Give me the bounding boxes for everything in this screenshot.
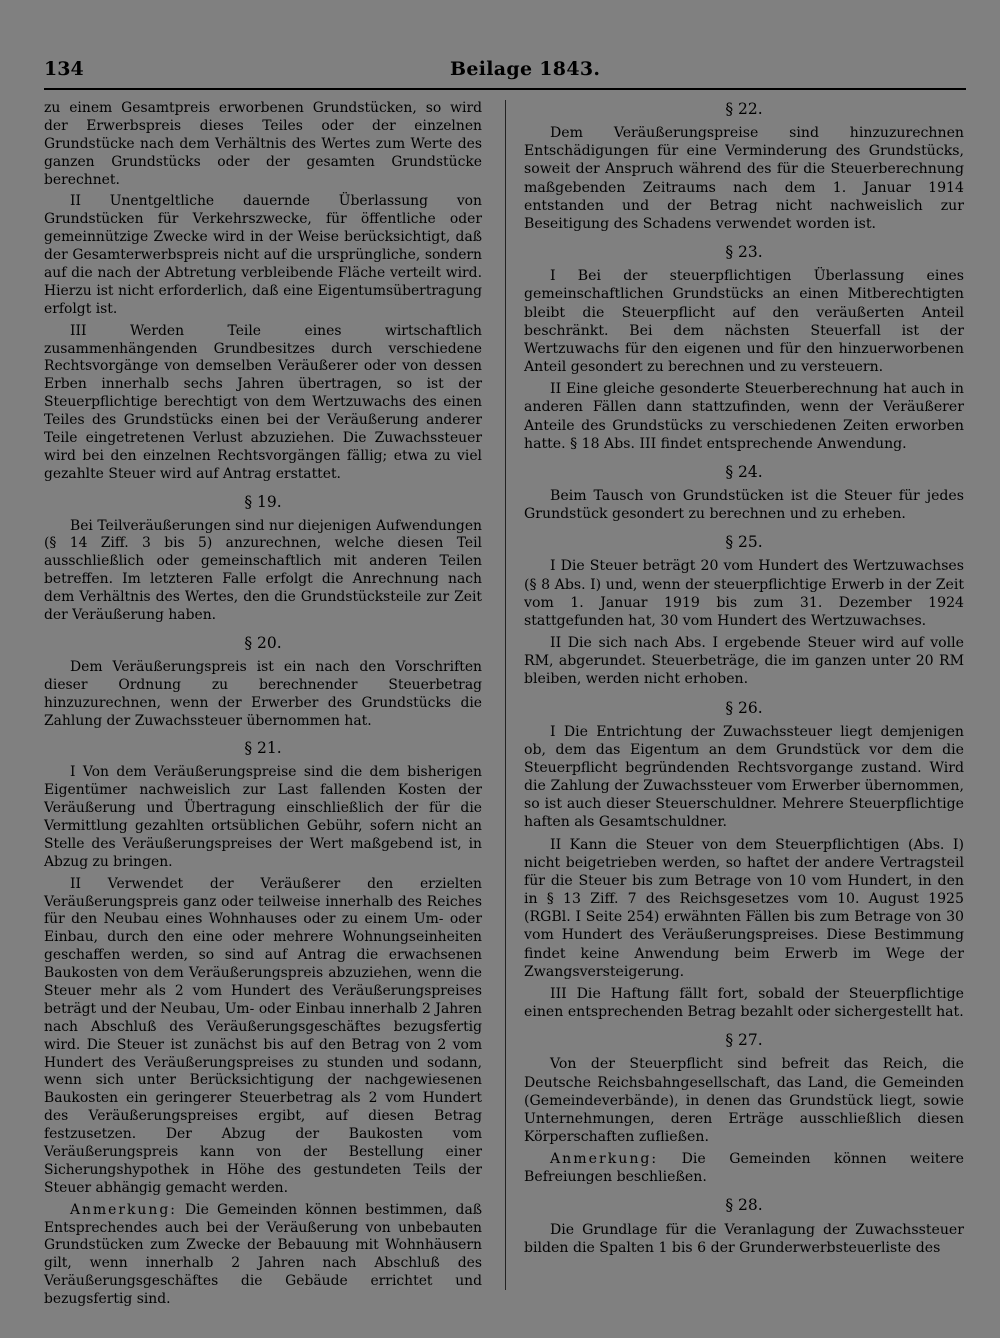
note-text: Die Gemeinden können weitere Befreiungen beschließen. [524, 1151, 964, 1186]
section-heading: § 25. [725, 533, 763, 552]
section-heading: § 23. [725, 243, 763, 262]
paragraph: I Die Entrichtung der Zuwachssteuer liegt demjenigen ob, dem das Eigentum an dem Grundstück vor dem die Steuerpflicht begründenden Rechtsvorgange zustand. Wird die Zahlung der Zuwachssteuer vom Erwerber übernommen, so ist auch dieser Steuerschuldner. Mehrere Steuerpflichtige haften als Gesamtschuldner. [524, 723, 964, 831]
section-heading: § 26. [725, 698, 763, 717]
paragraph: II Verwendet der Veräußerer den erzielten Veräußerungspreis ganz oder teilweise innerhalb des Reiches für den Neubau eines Wohnhauses oder zu einem Um- oder Einbau, durch den eine oder mehrere Wohnungseinheiten geschaffen werden, so sind auf Antrag die erwachsenen Baukosten von dem Veräußerungspreis abzuziehen, wenn die Steuer mehr als 2 vom Hundert des Veräußerungspreises beträgt und der Neubau, Um- oder Einbau innerhalb 2 Jahren nach Abschluß des Veräußerungsgeschäftes bezugsfertig wird. Die Steuer ist zunächst bis auf den Betrag von 2 vom Hundert des Veräußerungspreises zu stunden und sodann, wenn sich unter Berücksichtigung der nachgewiesenen Baukosten ein geringerer Steuerbetrag als 2 vom Hundert des Veräußerungspreises ergibt, auf diesen Betrag festzusetzen. Der Abzug der Baukosten vom Veräußerungspreis kann von der Bestellung einer Sicherungshypothek in Höhe des gestundeten Teils der Steuer abhängig gemacht werden. [44, 875, 482, 1196]
paragraph: Die Grundlage für die Veranlagung der Zuwachssteuer bilden die Spalten 1 bis 6 der Grunderwerbsteuerliste des [524, 1221, 964, 1256]
section-heading: § 22. [725, 100, 763, 118]
section-heading: § 20. [244, 633, 282, 652]
left-column [44, 100, 482, 1313]
section-heading: § 21. [244, 739, 282, 758]
header-rule [44, 88, 966, 90]
paragraph: Beim Tausch von Grundstücken ist die Steuer für jedes Grundstück gesondert zu berechnen und zu erheben. [524, 487, 964, 523]
section-heading: § 24. [725, 462, 763, 481]
paragraph: III Werden Teile eines wirtschaftlich zusammenhängenden Grundbesitzes durch verschiedene Rechtsvorgänge von demselben Veräußerer oder von dessen Erben innerhalb sechs Jahren übertragen, so ist der Steuerpflichtige berechtigt von dem Wertzuwachs des einen Teiles des Grundstücks einen bei der Veräußerung anderer Teile eingetretenen Verlust abzuziehen. Die Zuwachssteuer wird bei den einzelnen Rechtsvorgängen fällig; etwa zu viel gezahlte Steuer wird auf Antrag erstattet. [44, 322, 482, 482]
paragraph: Dem Veräußerungspreis ist ein nach den Vorschriften dieser Ordnung zu berechnender Steuerbetrag hinzuzurechnen, wenn der Erwerber des Grundstücks die Zahlung der Zuwachssteuer übernommen hat. [44, 658, 482, 729]
note-label: Anmerkung: [550, 1151, 659, 1168]
note-text: Die Gemeinden können bestimmen, daß Entsprechendes auch bei der Veräußerung von unbebauten Grundstücken zum Zwecke der Bebauung mit Wohnhäusern gilt, wenn innerhalb 2 Jahren nach Abschluß des Veräußerungsgeschäftes die Gebäude errichtet und bezugsfertig sind. [44, 1201, 482, 1308]
paragraph: I Von dem Veräußerungspreise sind die dem bisherigen Eigentümer nachweislich zur Last fallenden Kosten der Veräußerung und Übertragung einschließlich der für die Vermittlung gezahlten ortsüblichen Gebühr, sofern nicht an Stelle des Veräußerungspreises der Wert maßgebend ist, in Abzug zu bringen. [44, 764, 482, 870]
paragraph: I Die Steuer beträgt 20 vom Hundert des Wertzuwachses (§ 8 Abs. I) und, wenn der steuerpflichtige Erwerb in der Zeit vom 1. Januar 1919 bis zum 31. Dezember 1924 stattgefunden hat, 30 vom Hundert des Wertzuwachses. [524, 558, 964, 629]
paragraph: Von der Steuerpflicht sind befreit das Reich, die Deutsche Reichsbahngesellschaft, das Land, die Gemeinden (Gemeindeverbände), in denen das Grundstück liegt, sowie Unternehmungen, deren Erträge ausschließlich diesen Körperschaften zufließen. [524, 1056, 964, 1145]
paragraph: II Eine gleiche gesonderte Steuerberechnung hat auch in anderen Fällen dann stattzufinden, wenn der Veräußerer Anteile des Grundstücks zu verschiedenen Zeiten erworben hatte. § 18 Abs. III findet entsprechende Anwendung. [524, 381, 964, 452]
page-number: 134 [44, 58, 84, 80]
paragraph: II Unentgeltliche dauernde Überlassung von Grundstücken für Verkehrszwecke, für öffentliche oder gemeinnützige Zwecke wird in der Weise berücksichtigt, daß der Gesamterwerbspreis nicht auf die ursprüngliche, sondern auf die nach der Abtretung verbleibende Fläche verteilt wird. Hierzu ist nicht erforderlich, daß eine Eigentumsübertragung erfolgt ist. [44, 193, 482, 317]
page-header [44, 58, 966, 82]
paragraph: Bei Teilveräußerungen sind nur diejenigen Aufwendungen (§ 14 Ziff. 3 bis 5) anzurechnen, welche diesen Teil ausschließlich oder gemeinschaftlich mit anderen Teilen betreffen. Im letzteren Falle erfolgt die Anrechnung nach dem Verhältnis des Wertes, den die Grundstücksteile zur Zeit der Veräußerung haben. [44, 517, 482, 624]
column-divider [505, 100, 506, 1290]
paragraph: II Kann die Steuer von dem Steuerpflichtigen (Abs. I) nicht beigetrieben werden, so haftet der andere Vertragsteil für die Steuer bis zum Betrage von 10 vom Hundert, in den in § 13 Ziff. 7 des Reichsgesetzes vom 10. August 1925 (RGBl. I Seite 254) erwähnten Fällen bis zum Betrage von 30 vom Hundert des Veräußerungspreises. Diese Bestimmung findet keine Anwendung beim Erwerb im Wege der Zwangsversteigerung. [524, 836, 964, 980]
note-label: Anmerkung: [70, 1201, 177, 1218]
paragraph: I Bei der steuerpflichtigen Überlassung eines gemeinschaftlichen Grundstücks an einen Mitberechtigten bleibt die Steuerpflicht auf den veräußerten Anteil beschränkt. Bei dem nächsten Steuerfall ist der Wertzuwachs für den eigenen und für den hinzuerworbenen Anteil gesondert zu berechnen und zu versteuern. [524, 268, 964, 376]
page-title: Beilage 1843. [450, 58, 601, 80]
section-heading: § 19. [244, 492, 282, 511]
note-paragraph [524, 1150, 964, 1186]
section-heading: § 27. [725, 1031, 763, 1050]
paragraph: zu einem Gesamtpreis erworbenen Grundstücken, so wird der Erwerbspreis dieses Teiles oder der einzelnen Grundstücke nach dem Verhältnis des Wertes zum Werte des ganzen Grundstücks oder der gesamten Grundstücke berechnet. [44, 100, 482, 188]
paragraph: II Die sich nach Abs. I ergebende Steuer wird auf volle RM, abgerundet. Steuerbeträge, die im ganzen unter 20 RM bleiben, werden nicht erhoben. [524, 635, 964, 688]
section-heading: § 28. [725, 1196, 763, 1215]
paragraph: Dem Veräußerungspreise sind hinzuzurechnen Entschädigungen für eine Verminderung des Grundstücks, soweit der Anspruch während des für die Steuerberechnung maßgebenden Zeitraums nach dem 1. Januar 1914 entstanden und der Betrag nicht nachweislich zur Beseitigung des Schadens verwendet worden ist. [524, 125, 964, 232]
right-column [524, 100, 964, 1261]
note-paragraph [44, 1202, 482, 1309]
paragraph: III Die Haftung fällt fort, sobald der Steuerpflichtige einen entsprechenden Betrag bezahlt oder sichergestellt hat. [524, 985, 964, 1021]
